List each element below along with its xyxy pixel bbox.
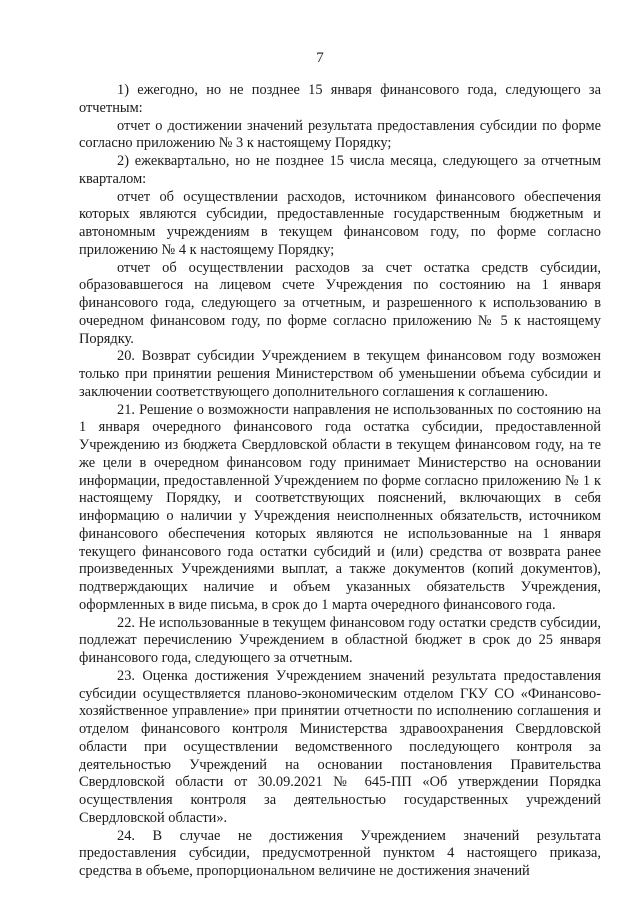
paragraph: 22. Не использованные в текущем финансовом году остатки средств субсидии, подлежат перечислению Учреждением в областной бюджет в срок до 25 января финансового года, следующего за отчетным. [79, 614, 601, 666]
page-number: 7 [316, 50, 324, 66]
document-body [79, 82, 601, 881]
paragraph: отчет о достижении значений результата предоставления субсидии по форме согласно приложению № 3 к настоящему Порядку; [79, 117, 601, 152]
paragraph: 23. Оценка достижения Учреждением значений результата предоставления субсидии осуществляется планово-экономическим отделом ГКУ СО «Финансово-хозяйственное управление» при принятии отчетности по исполнению соглашения и отделом финансового контроля Министерства здравоохранения Свердловской области при осуществлении ведомственного последующего контроля за деятельностью Учреждений на основании постановления Правительства Свердловской области от 30.09.2021 № 645-ПП «Об утверждении Порядка осуществления контроля за деятельностью государственных учреждений Свердловской области». [79, 667, 601, 826]
paragraph: отчет об осуществлении расходов за счет остатка средств субсидии, образовавшегося на лицевом счете Учреждения по состоянию на 1 января финансового года, следующего за отчетным, и разрешенного к использованию в очередном финансовом году, по форме согласно приложению № 5 к настоящему Порядку. [79, 259, 601, 347]
paragraph: 2) ежеквартально, но не позднее 15 числа месяца, следующего за отчетным кварталом: [79, 153, 601, 187]
paragraph: 20. Возврат субсидии Учреждением в текущем финансовом году возможен только при принятии решения Министерством об уменьшении объема субсидии и заключении соответствующего дополнительного соглашения к соглашению. [79, 348, 601, 400]
paragraph: отчет об осуществлении расходов, источником финансового обеспечения которых являются субсидии, предоставленные государственным бюджетным и автономным учреждениям в текущем финансовом году, по форме согласно приложению № 4 к настоящему Порядку; [79, 188, 601, 258]
paragraph: 21. Решение о возможности направления не использованных по состоянию на 1 января очередного финансового года остатка субсидии, предоставленной Учреждению из бюджета Свердловской области в текущем финансовом году, на те же цели в очередном финансовом году принимает Министерство на основании информации, предоставленной Учреждением по форме согласно приложению № 1 к настоящему Порядку, и соответствующих пояснений, включающих в себя информацию о наличии у Учреждения неисполненных обязательств, источником финансового обеспечения которых являются не использованные на 1 января текущего финансового года остатки субсидий и (или) средства от возврата ранее произведенных Учреждениями выплат, а также документов (копий документов), подтверждающих наличие и объем указанных обязательств Учреждения, оформленных в виде письма, в срок до 1 марта очередного финансового года. [79, 401, 601, 613]
paragraph: 1) ежегодно, но не позднее 15 января финансового года, следующего за отчетным: [79, 82, 601, 116]
paragraph: 24. В случае не достижения Учреждением значений результата предоставления субсидии, предусмотренной пунктом 4 настоящего приказа, средства в объеме, пропорциональном величине не достижения значений [79, 827, 601, 879]
